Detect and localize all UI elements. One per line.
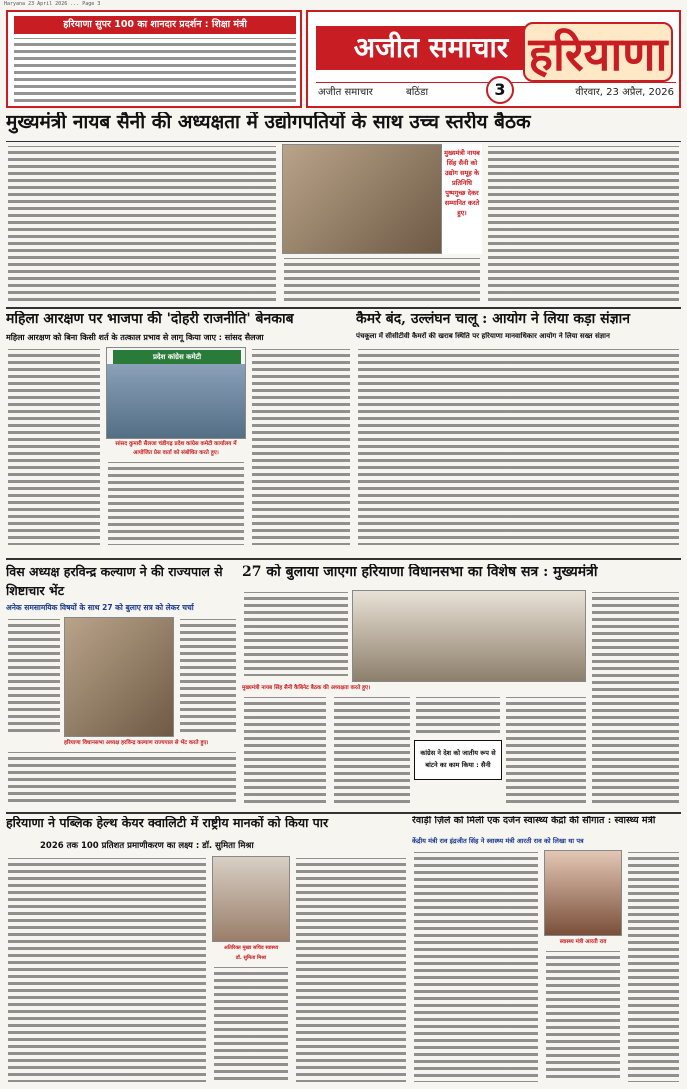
story6-headline: हरियाणा ने पब्लिक हेल्थ केयर क्वालिटी में राष्ट्रीय मानकों को किया पार [6, 816, 329, 830]
story5-photo [352, 590, 586, 682]
story7-subheadline: केंद्रीय मंत्री राव इंद्रजीत सिंह ने स्वास्थ्य मंत्री आरती राव को लिखा था पत्र [412, 837, 584, 845]
promo-box [6, 10, 302, 108]
promo-body-text [12, 36, 298, 104]
story5-inset [414, 740, 502, 780]
story7-headline: रेवाड़ी ज़िले को मिली एक दर्जन स्वास्थ्य केंद्रों की सौगात : स्वास्थ्य मंत्री [412, 816, 656, 826]
story5-body-left-top [242, 590, 350, 678]
story7-photo-caption: स्वास्थ्य मंत्री आरती राव [559, 939, 607, 945]
story4-photo [64, 617, 174, 737]
edition-city: बठिंडा [406, 87, 429, 98]
story6-body-left [6, 856, 208, 1084]
story3-subheadline: पंचकूला में सीसीटीवी कैमरों की खराब स्थिति पर हरियाणा मानवाधिकार आयोग ने लिया सख्त संज्ञान [356, 332, 610, 340]
story1-body-left [6, 144, 278, 304]
story2-headline: महिला आरक्षण पर भाजपा की 'दोहरी राजनीति' बेनकाब [6, 311, 294, 327]
story3-body [356, 347, 681, 547]
story6-photo-caption2: डॉ. सुमिता मिश्रा [235, 955, 267, 961]
story5-inset-line1: कांग्रेस ने देश को जातीय रूप से [420, 749, 496, 757]
story3-headline: कैमरे बंद, उल्लंघन चालू : आयोग ने लिया कड़ा संज्ञान [356, 311, 630, 327]
story2-photo [106, 347, 246, 439]
story2-body-middle [106, 460, 246, 547]
story5-body-right [590, 590, 681, 805]
story2-subheadline: महिला आरक्षण को बिना किसी शर्त के तत्काल प्रभाव से लागू किया जाए : सांसद सैलजा [6, 333, 264, 342]
system-bar: Haryana 23 April 2026 ... Page 3 [4, 1, 101, 7]
masthead [6, 10, 681, 108]
story2-body-left [6, 347, 102, 547]
page-number: 3 [486, 76, 514, 104]
story6-photo-caption1: अतिरिक्त मुख्य सचिव स्वास्थ्य [223, 945, 279, 951]
story7-photo [544, 850, 622, 936]
paper-name: अजीत समाचार [316, 26, 546, 70]
story1-photo-caption: मुख्यमंत्री नायब सिंह सैनी को उद्योग समूह के प्रतिनिधि पुष्पगुच्छ देकर सम्मानित करते हुए। [442, 144, 482, 254]
state-name: हरियाणा [523, 22, 673, 82]
story5-body-col4 [504, 695, 588, 805]
story6-body-middle-bottom [212, 965, 290, 1084]
story7-body-left [412, 850, 540, 1084]
story6-photo-caption [212, 943, 290, 963]
story6-body-right [294, 856, 408, 1084]
story2-photo-banner: प्रदेश कांग्रेस कमेटी [113, 350, 241, 364]
story5-photo-caption: मुख्यमंत्री नायब सिंह सैनी कैबिनेट बैठक की अध्यक्षता करते हुए। [242, 685, 371, 691]
story1-headline: मुख्यमंत्री नायब सैनी की अध्यक्षता में उद्योगपतियों के साथ उच्च स्तरीय बैठक [6, 112, 531, 133]
story1-body-middle [282, 256, 482, 304]
story1-photo [282, 144, 442, 254]
story2-photo-caption: सांसद कुमारी सैलजा चंडीगढ़ प्रदेश कांग्रेस कमेटी कार्यालय में आयोजित प्रेस वार्ता को संबोधित करते हुए। [115, 441, 237, 456]
edition-date: वीरवार, 23 अप्रैल, 2026 [575, 87, 674, 98]
story6-subheadline: 2026 तक 100 प्रतिशत प्रमाणीकरण का लक्ष्य : डॉ. सुमिता मिश्रा [40, 841, 254, 851]
story4-body-right [178, 617, 238, 737]
story4-headline: विस अध्यक्ष हरविन्द्र कल्याण ने की राज्यपाल से शिष्टाचार भेंट [6, 564, 223, 598]
story5-body-col1 [242, 695, 328, 805]
story4-subheadline: अनेक समसामयिक विषयों के साथ 27 को बुलाए सत्र को लेकर चर्चा [6, 603, 194, 612]
edition-left: अजीत समाचार [318, 87, 373, 98]
story5-headline: 27 को बुलाया जाएगा हरियाणा विधानसभा का विशेष सत्र : मुख्यमंत्री [242, 564, 598, 580]
divider [6, 307, 681, 309]
story1-body-right [486, 144, 681, 304]
newspaper-logo [306, 10, 681, 108]
story7-body-middle [544, 949, 622, 1084]
divider [6, 558, 681, 560]
story6-photo [212, 856, 290, 942]
story5-body-col2 [332, 695, 412, 805]
story7-body-right [626, 850, 681, 1084]
divider [6, 141, 681, 142]
story2-body-right [250, 347, 352, 547]
story5-inset-line2: बांटने का काम किया : सैनी [425, 761, 491, 769]
story5-body-col3 [414, 695, 502, 739]
story4-body-left [6, 617, 62, 737]
promo-headline: हरियाणा सुपर 100 का शानदार प्रदर्शन : शिक्षा मंत्री [14, 16, 296, 34]
divider [6, 812, 681, 814]
story4-photo-caption: हरियाणा विधानसभा अध्यक्ष हरविन्द्र कल्याण राज्यपाल से भेंट करते हुए। [64, 740, 209, 746]
story4-body-bottom [6, 750, 238, 805]
